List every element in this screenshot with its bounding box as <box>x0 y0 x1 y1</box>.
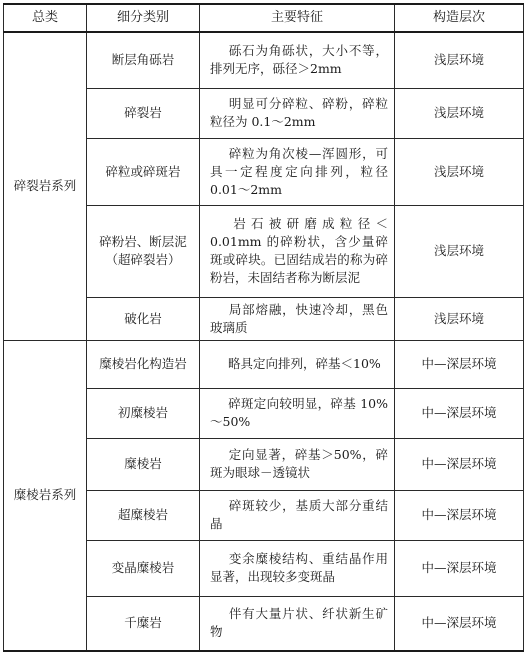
feature-cell: 碎斑较少，基质大部分重结晶 <box>200 490 395 540</box>
document-page <box>3 3 523 640</box>
subtype-cell: 超糜棱岩 <box>87 490 200 540</box>
subtype-cell: 断层角砾岩 <box>87 32 200 88</box>
environment-cell: 浅层环境 <box>395 88 524 138</box>
subtype-cell: 碎粉岩、断层泥（超碎裂岩） <box>87 205 200 297</box>
table-row <box>4 340 524 388</box>
feature-cell: 略具定向排列，碎基＜10% <box>200 340 395 388</box>
fault-rock-classification-table <box>3 3 524 652</box>
feature-cell: 局部熔融，快速冷却，黑色玻璃质 <box>200 297 395 340</box>
subtype-cell: 糜棱岩 <box>87 438 200 490</box>
table-header-row <box>4 4 524 32</box>
feature-cell: 明显可分碎粒、碎粉，碎粒粒径为 0.1～2mm <box>200 88 395 138</box>
category-cell: 碎裂岩系列 <box>4 32 87 340</box>
subtype-cell: 变晶糜棱岩 <box>87 540 200 596</box>
environment-cell: 浅层环境 <box>395 297 524 340</box>
header-feature: 主要特征 <box>200 4 395 32</box>
feature-cell: 定向显著，碎基＞50%，碎斑为眼球－透镜状 <box>200 438 395 490</box>
environment-cell: 中—深层环境 <box>395 596 524 651</box>
feature-cell: 变余糜棱结构、重结晶作用显著，出现较多变斑晶 <box>200 540 395 596</box>
subtype-cell: 糜棱岩化构造岩 <box>87 340 200 388</box>
environment-cell: 中—深层环境 <box>395 540 524 596</box>
feature-cell: 砾石为角砾状，大小不等，排列无序，砾径＞2mm <box>200 32 395 88</box>
subtype-cell: 初糜棱岩 <box>87 388 200 438</box>
subtype-cell: 碎粒或碎斑岩 <box>87 138 200 205</box>
subtype-cell: 碎裂岩 <box>87 88 200 138</box>
table-row <box>4 32 524 88</box>
subtype-cell: 千糜岩 <box>87 596 200 651</box>
feature-cell: 伴有大量片状、纤状新生矿物 <box>200 596 395 651</box>
environment-cell: 浅层环境 <box>395 32 524 88</box>
header-environment: 构造层次 <box>395 4 524 32</box>
header-category: 总类 <box>4 4 87 32</box>
feature-cell: 岩石被研磨成粒径＜0.01mm 的碎粉状，含少量碎斑或碎块。已固结成岩的称为碎粉岩，未固结者称为断层泥 <box>200 205 395 297</box>
feature-cell: 碎斑定向较明显，碎基 10%～50% <box>200 388 395 438</box>
environment-cell: 中—深层环境 <box>395 438 524 490</box>
subtype-cell: 破化岩 <box>87 297 200 340</box>
environment-cell: 中—深层环境 <box>395 340 524 388</box>
environment-cell: 中—深层环境 <box>395 490 524 540</box>
environment-cell: 中—深层环境 <box>395 388 524 438</box>
environment-cell: 浅层环境 <box>395 138 524 205</box>
feature-cell: 碎粒为角次棱—浑圆形，可具一定程度定向排列，粒径 0.01～2mm <box>200 138 395 205</box>
header-subtype: 细分类别 <box>87 4 200 32</box>
environment-cell: 浅层环境 <box>395 205 524 297</box>
category-cell: 糜棱岩系列 <box>4 340 87 651</box>
